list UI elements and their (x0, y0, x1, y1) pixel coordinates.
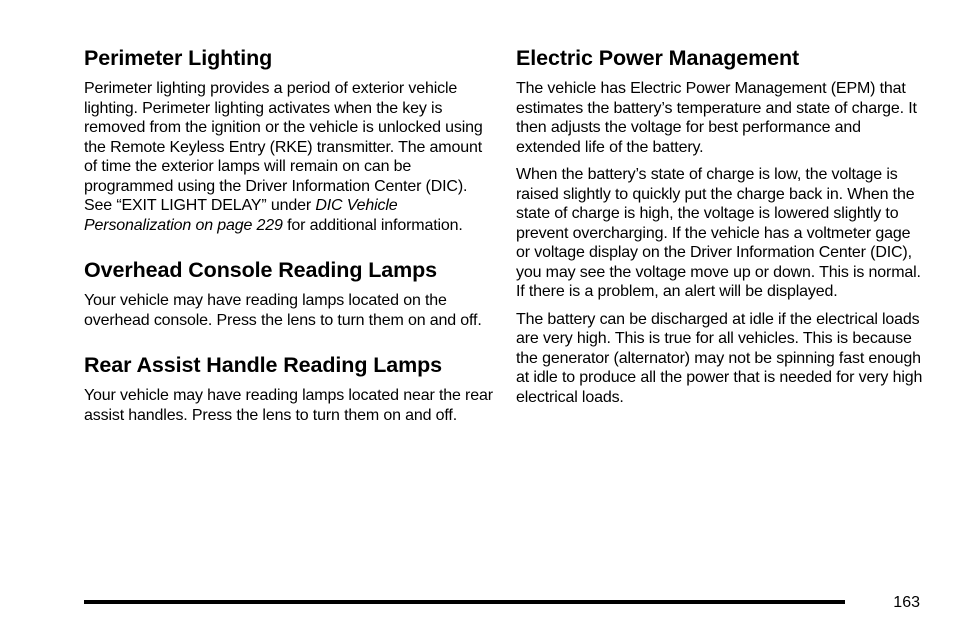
paragraph-perimeter-lighting (84, 79, 494, 235)
section-rear-assist (84, 351, 494, 425)
dic-personalization-reference: DIC Vehicle Personalization on page 229 (84, 197, 398, 234)
paragraph-epm-1: The vehicle has Electric Power Management (EPM) that estimates the battery’s temperature and state of charge. It then adjusts the voltage for best performance and extended life of the battery. (516, 80, 917, 156)
footer-rule (84, 600, 845, 604)
paragraph-epm-2: When the battery’s state of charge is low, the voltage is raised slightly to quickly put the charge back in. When the state of charge is high, the voltage is lowered slightly to prevent overcharging. If the vehicle has a voltmeter gage or voltage display on the Driver Information Center (DIC), you may see the voltage move up or down. This is normal. If there is a problem, an alert will be displayed. (516, 166, 921, 300)
paragraph-overhead-console: Your vehicle may have reading lamps located on the overhead console. Press the lens to turn them on and off. (84, 292, 482, 329)
section-overhead-console (84, 256, 494, 330)
perimeter-text-before: Perimeter lighting provides a period of exterior vehicle lighting. Perimeter lighting activates when the key is removed from the ignition or the vehicle is unlocked using the Remote Keyless Entry (RKE) transmitter. The amount of time the exterior lamps will remain on can be programmed using the Driver Information Center (DIC). See “EXIT LIGHT DELAY” under (84, 80, 483, 214)
right-column (516, 44, 926, 407)
perimeter-text-after: for additional information. (282, 216, 463, 234)
section-electric-power-management (516, 44, 926, 407)
paragraph-epm-3: The battery can be discharged at idle if the electrical loads are very high. This is true for all vehicles. This is because the generator (alternator) may not be spinning fast enough at idle to produce all the power that is needed for very high electrical loads. (516, 310, 923, 406)
heading-overhead-console: Overhead Console Reading Lamps (84, 258, 438, 282)
heading-electric-power-management: Electric Power Management (516, 46, 800, 70)
heading-perimeter-lighting: Perimeter Lighting (84, 46, 273, 70)
section-perimeter-lighting (84, 44, 494, 235)
page-number: 163 (893, 594, 920, 611)
heading-rear-assist: Rear Assist Handle Reading Lamps (84, 353, 443, 377)
left-column (84, 44, 494, 425)
paragraph-rear-assist: Your vehicle may have reading lamps located near the rear assist handles. Press the lens to turn them on and off. (84, 387, 493, 424)
